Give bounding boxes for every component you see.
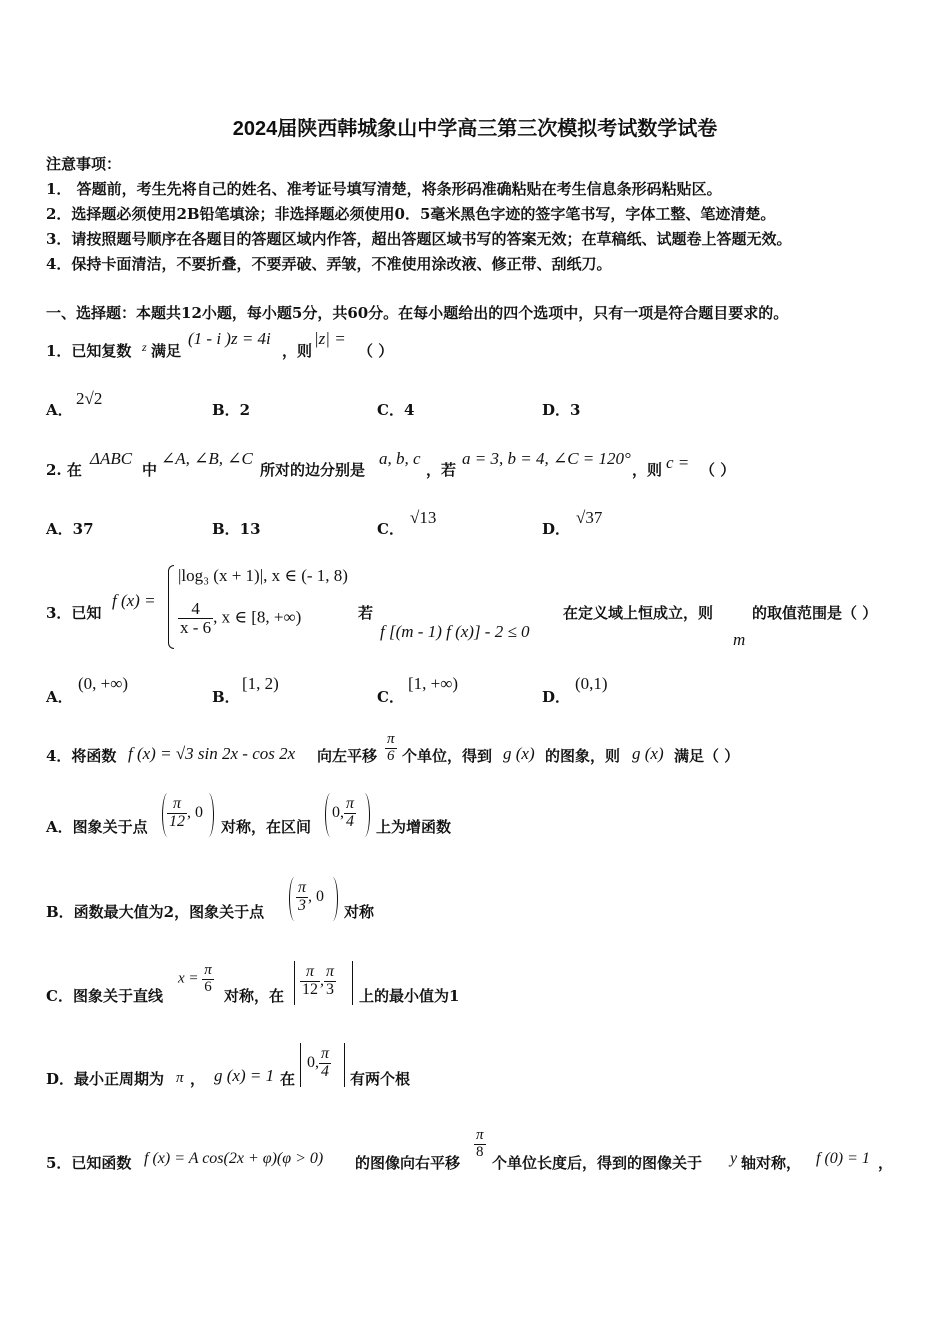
q3-case-2-frac: $\frac{4}{x - 6}$ [180,599,212,637]
notice-heading: 注意事项： [46,155,122,173]
q3-option-d[interactable]: D． [542,688,571,706]
q2-text-2: 中 [142,461,158,479]
q1-option-a-value: 2√2 [76,389,103,408]
q1-option-d[interactable]: D．3 [542,401,581,419]
q5-text-2: 的图像向右平移 [355,1154,461,1172]
q1-text-3: ，则 [282,342,313,360]
q3-option-b[interactable]: B． [212,688,240,706]
q3-brace [168,565,174,649]
q2-option-c[interactable]: C． [377,520,404,538]
q2-option-b[interactable]: B．13 [212,520,261,538]
q4-c-interval: $\frac{\pi}{12}$ , $\frac{\pi}{3}$ [302,963,335,998]
q4-text-3: 个单位，得到 [402,747,493,765]
q5-f0: f (0) = 1 [816,1150,870,1167]
q1-paren: （ ） [358,342,394,360]
q1-option-b[interactable]: B．2 [212,401,251,419]
q2-text-4: ，若 [426,461,457,479]
q2-sides: a, b, c [379,449,421,468]
q3-var-m: m [733,630,746,649]
q3-option-a[interactable]: A． [46,688,73,706]
q1-text-1: 1．已知复数 [46,342,132,360]
q4-text-1: 4．将函数 [46,747,117,765]
q4-a-text-2: 对称，在区间 [221,818,312,836]
q1-equation: (1 - i )z = 4i [188,329,271,348]
q4-a-interval: 0, $\frac{\pi}{4}$ [332,795,355,830]
q2-angles: ∠A, ∠B, ∠C [161,449,253,468]
q3-text-2: 若 [358,604,374,622]
q2-text-3: 所对的边分别是 [260,461,366,479]
q4-option-b[interactable]: B．函数最大值为2，图象关于点 [46,903,265,921]
q2-option-d[interactable]: D． [542,520,571,538]
q4-d-text-3: 有两个根 [350,1070,411,1088]
q3-text-1: 3．已知 [46,604,102,622]
q5-shift-frac: $\frac{\pi}{8}$ [476,1127,484,1160]
q3-case-1: |log₃ (x + 1)|, x ∈ (- 1, 8) [178,566,348,585]
q3-option-c-value: [1, +∞) [408,674,459,693]
q4-d-pi: π [176,1070,184,1086]
notice-item-4: 4．保持卡面清洁，不要折叠，不要弄破、弄皱，不准使用涂改液、修正带、刮纸刀。 [46,255,612,273]
q4-option-c[interactable]: C．图象关于直线 [46,987,163,1005]
q3-inequality: f [(m - 1) f (x)] - 2 ≤ 0 [380,622,530,641]
q5-text-1: 5．已知函数 [46,1154,132,1172]
q4-d-g-eq: g (x) = 1 [214,1066,275,1085]
q4-d-text-2: 在 [280,1070,296,1088]
q1-option-c[interactable]: C．4 [377,401,415,419]
q2-c-eq: c = [666,453,690,472]
q3-f-def: f (x) = [112,591,156,610]
q4-d-interval: 0, $\frac{\pi}{4}$ [307,1045,330,1080]
q4-text-5: 满足（ ） [674,747,740,765]
q2-text-5: ，则 [632,461,663,479]
q3-text-3: 在定义域上恒成立，则 [563,604,714,622]
q2-option-a[interactable]: A．37 [46,520,94,538]
notice-item-2: 2．选择题必须使用2B铅笔填涂；非选择题必须使用0．5毫米黑色字迹的签字笔书写，字体工整、笔迹清楚。 [46,205,776,223]
q4-shift-frac: $\frac{\pi}{6}$ [387,731,395,764]
notice-item-3: 3．请按照题号顺序在各题目的答题区域内作答，超出答题区域书写的答案无效；在草稿纸、试题卷上答题无效。 [46,230,792,248]
q1-text-2: 满足 [151,342,182,360]
q2-option-d-value: √37 [576,508,603,527]
q4-text-2: 向左平移 [317,747,378,765]
q3-option-a-value: (0, +∞) [78,674,129,693]
q4-a-point: $\frac{\pi}{12}$ , 0 [169,795,203,830]
q5-text-3: 个单位长度后，得到的图像关于 [492,1154,703,1172]
q1-abs-z: |z| = [314,329,346,348]
q4-a-text-3: 上为增函数 [376,818,452,836]
q1-option-a[interactable]: A． [46,401,73,419]
q4-f-def: f (x) = √3 sin 2x - cos 2x [128,744,296,763]
q5-f-def: f (x) = A cos(2x + φ)(φ > 0) [144,1150,324,1167]
q4-c-text-3: 上的最小值为1 [359,987,460,1005]
q4-option-d[interactable]: D．最小正周期为 [46,1070,165,1088]
q2-option-c-value: √13 [410,508,437,527]
q2-paren: （ ） [700,461,736,479]
q2-condition: a = 3, b = 4, ∠C = 120° [462,449,631,468]
q5-y: y [730,1150,738,1167]
q3-option-c[interactable]: C． [377,688,404,706]
q2-text-1: 2. 在 [46,461,82,479]
section-heading: 一、选择题：本题共12小题，每小题5分，共60分。在每小题给出的四个选项中，只有一项是符合题目要求的。 [46,304,789,322]
q4-b-point: $\frac{\pi}{3}$ , 0 [298,879,325,914]
q5-text-5: ， [878,1154,894,1172]
q4-b-text-2: 对称 [344,903,375,921]
q4-text-4: 的图象，则 [545,747,621,765]
q1-var-z: z [142,340,147,354]
q3-case-2: $\frac{4}{x - 6}$ , x ∈ [8, +∞) [180,599,302,637]
q2-triangle: ΔABC [90,449,133,468]
q4-d-comma: ， [190,1070,206,1088]
q3-text-4: 的取值范围是（ ） [752,604,878,622]
q4-g: g (x) [503,744,535,763]
q5-text-4: 轴对称， [741,1154,802,1172]
q3-option-b-value: [1, 2) [242,674,279,693]
q3-option-d-value: (0,1) [575,674,608,693]
q4-c-line: x = $\frac{\pi}{6}$ [178,962,212,995]
notice-item-1: 1． 答题前，考生先将自己的姓名、准考证号填写清楚，将条形码准确粘贴在考生信息条形码粘贴区。 [46,180,722,198]
q4-c-text-2: 对称，在 [224,987,285,1005]
q4-g-2: g (x) [632,744,664,763]
q4-option-a[interactable]: A．图象关于点 [46,818,148,836]
exam-title: 2024届陕西韩城象山中学高三第三次模拟考试数学试卷 [232,118,718,140]
